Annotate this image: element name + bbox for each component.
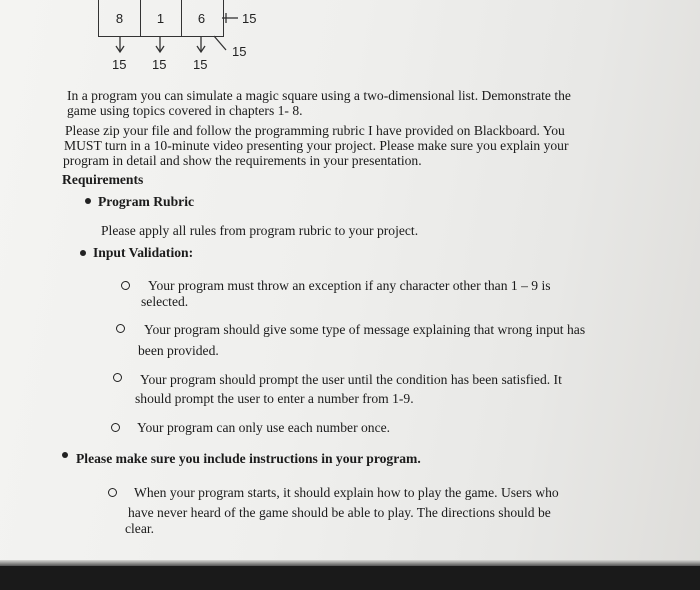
- col-sum-label: 15: [193, 57, 208, 72]
- square-cell: 6: [197, 10, 206, 26]
- instructions-item-line: have never heard of the game should be able to play. The directions should be: [128, 505, 551, 520]
- square-cell: 8: [99, 0, 141, 36]
- sub-bullet-ring: [113, 373, 122, 382]
- instructions-item-line: When your program starts, it should explain how to play the game. Users who: [134, 485, 559, 500]
- validation-item-line: should prompt the user to enter a number from 1-9.: [135, 391, 414, 406]
- intro-line: In a program you can simulate a magic square using a two-dimensional list. Demonstrate the: [67, 88, 571, 103]
- bullet-dot: [62, 452, 68, 458]
- validation-item-line: Your program must throw an exception if any character other than 1 – 9 is: [148, 278, 551, 293]
- validation-item-line: Your program can only use each number once.: [137, 420, 391, 435]
- validation-item-line: Your program should give some type of message explaining that wrong input has: [144, 322, 586, 337]
- square-cell: 1: [140, 0, 182, 36]
- intro-line: game using topics covered in chapters 1- 8.: [67, 103, 303, 118]
- requirements-heading: Requirements: [62, 172, 144, 187]
- instructions-item-line: clear.: [125, 521, 155, 536]
- row-sum-label: 15: [242, 11, 257, 26]
- col-sum-label: 15: [152, 57, 167, 72]
- instructions-title: Please make sure you include instructions in your program.: [76, 451, 421, 466]
- diag-sum-label: 15: [232, 44, 247, 59]
- input-validation-title: Input Validation:: [93, 245, 194, 260]
- validation-item-line: Your program should prompt the user until the condition has been satisfied. It: [140, 372, 562, 387]
- intro-line: Please zip your file and follow the programming rubric I have provided on Blackboard. You: [65, 123, 565, 138]
- bullet-dot: [80, 250, 86, 256]
- diag-sum-arrow: [214, 36, 226, 50]
- screen-bottom-border: [0, 566, 700, 590]
- sub-bullet-ring: [121, 281, 130, 290]
- sub-bullet-ring: [108, 488, 117, 497]
- validation-item-line: selected.: [141, 294, 189, 309]
- sub-bullet-ring: [116, 324, 125, 333]
- bullet-dot: [85, 198, 91, 204]
- magic-square-arrows: [0, 0, 700, 80]
- col-sum-label: 15: [112, 57, 127, 72]
- validation-item-line: been provided.: [138, 343, 219, 358]
- rubric-title: Program Rubric: [98, 194, 195, 209]
- intro-line: MUST turn in a 10-minute video presenting your project. Please make sure you explain your: [64, 138, 569, 153]
- rubric-text: Please apply all rules from program rubric to your project.: [101, 223, 419, 238]
- intro-line: program in detail and show the requirements in your presentation.: [63, 153, 422, 168]
- sub-bullet-ring: [111, 423, 120, 432]
